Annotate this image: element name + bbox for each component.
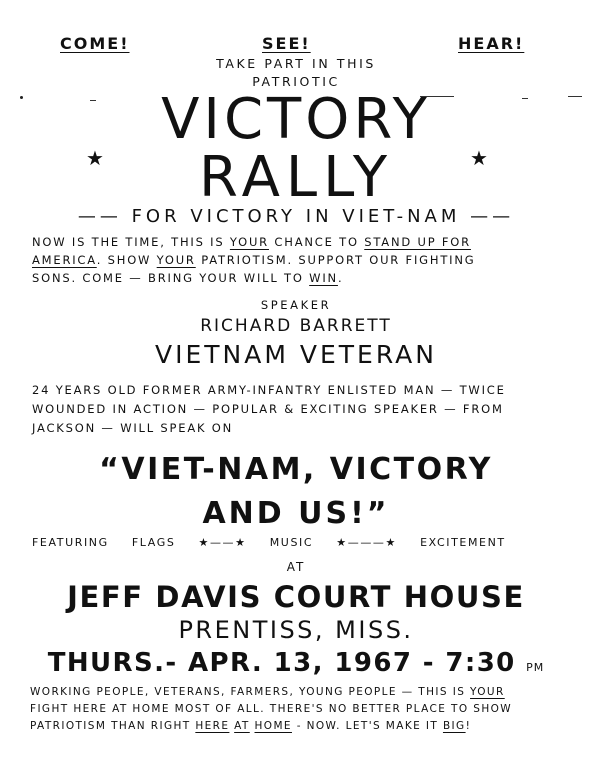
intro-text: . SHOW xyxy=(96,253,157,267)
intro-emphasis: YOUR xyxy=(229,235,269,249)
speaker-label: SPEAKER xyxy=(260,298,332,312)
venue: JEFF DAVIS COURT HOUSE xyxy=(67,580,525,614)
footer-text: ! xyxy=(465,720,472,732)
topic-line-2: AND US!” xyxy=(202,496,390,531)
city: PRENTISS, MISS. xyxy=(178,616,414,644)
topic-line-1: “VIET-NAM, VICTORY xyxy=(99,452,493,487)
title-victory: VICTORY xyxy=(161,87,431,152)
event-date xyxy=(0,648,592,678)
intro-line-3 xyxy=(32,270,343,287)
intro-line-1 xyxy=(32,234,471,251)
star-icon: ★ xyxy=(86,146,104,170)
speaker-title: VIETNAM VETERAN xyxy=(155,340,437,369)
footer-emphasis: HERE xyxy=(195,720,230,732)
intro-emphasis: AMERICA xyxy=(32,253,97,267)
see-heading: SEE! xyxy=(262,34,311,53)
featuring-line: FEATURING FLAGS ★——★ MUSIC ★———★ EXCITEMENT xyxy=(32,536,506,549)
come-heading: COME! xyxy=(60,34,130,53)
footer-line-1 xyxy=(30,684,505,700)
footer-emphasis: AT xyxy=(234,720,250,732)
intro-text: CHANCE TO xyxy=(268,235,365,249)
footer-emphasis: BIG xyxy=(442,720,466,732)
intro-text: SONS. COME — BRING YOUR WILL TO xyxy=(32,271,310,285)
take-part-line: TAKE PART IN THIS xyxy=(216,56,376,71)
bio-line-1: 24 YEARS OLD FORMER ARMY-INFANTRY ENLISTED MAN — TWICE xyxy=(32,383,506,397)
bio-line-2: WOUNDED IN ACTION — POPULAR & EXCITING SPEAKER — FROM xyxy=(32,402,504,416)
intro-text: NOW IS THE TIME, THIS IS xyxy=(32,235,230,249)
title-rally: RALLY xyxy=(198,145,394,210)
star-icon: ★ xyxy=(470,146,488,170)
at-label: AT xyxy=(286,560,306,574)
footer-line-3 xyxy=(30,718,471,734)
footer-text: WORKING PEOPLE, VETERANS, FARMERS, YOUNG PEOPLE — THIS IS xyxy=(30,686,471,698)
footer-emphasis: YOUR xyxy=(470,686,505,698)
subtitle: —— FOR VICTORY IN VIET-NAM —— xyxy=(77,206,515,227)
intro-text: PATRIOTISM. SUPPORT OUR FIGHTING xyxy=(195,253,476,267)
footer-emphasis: HOME xyxy=(254,720,292,732)
event-time-suffix: PM xyxy=(526,661,545,674)
speaker-name: RICHARD BARRETT xyxy=(200,316,392,336)
footer-text: - NOW. LET'S MAKE IT xyxy=(291,720,443,732)
event-date-text: THURS.- APR. 13, 1967 - 7:30 xyxy=(47,648,516,678)
intro-emphasis: WIN xyxy=(309,271,338,285)
footer-text: PATRIOTISM THAN RIGHT xyxy=(30,720,196,732)
intro-line-2 xyxy=(32,252,475,269)
intro-text: . xyxy=(337,271,344,285)
intro-emphasis: YOUR xyxy=(156,253,196,267)
hear-heading: HEAR! xyxy=(458,34,525,53)
bio-line-3: JACKSON — WILL SPEAK ON xyxy=(32,421,234,435)
footer-line-2: FIGHT HERE AT HOME MOST OF ALL. THERE'S NO BETTER PLACE TO SHOW xyxy=(30,703,513,715)
patriotic-line: PATRIOTIC xyxy=(252,74,340,89)
intro-emphasis: STAND UP FOR xyxy=(364,235,471,249)
